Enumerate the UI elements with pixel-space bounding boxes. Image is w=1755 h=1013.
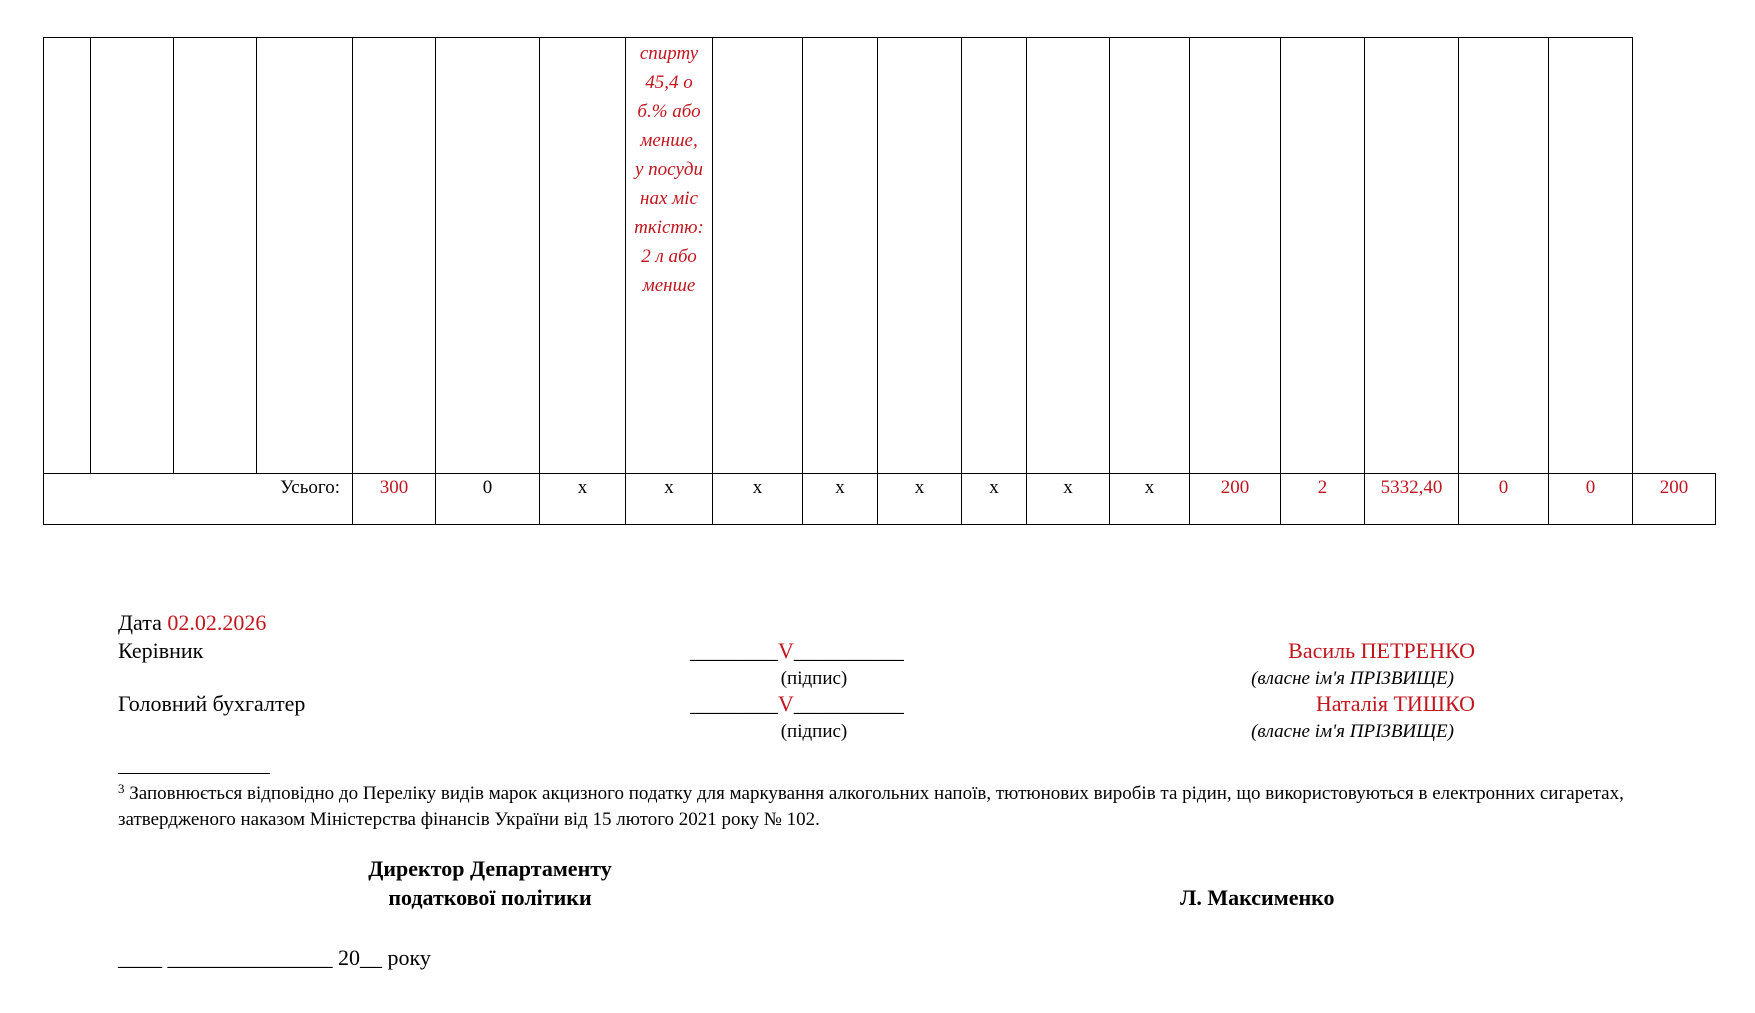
total-cell: х xyxy=(878,474,962,525)
table-cell xyxy=(1365,38,1459,474)
total-cell: 2 xyxy=(1281,474,1365,525)
total-cell: 0 xyxy=(436,474,540,525)
table-cell xyxy=(91,38,174,474)
total-cell: х xyxy=(803,474,878,525)
total-cell: 0 xyxy=(1459,474,1549,525)
table-cell xyxy=(1110,38,1190,474)
total-cell: 0 xyxy=(1549,474,1633,525)
table-cell xyxy=(1459,38,1549,474)
table-cell xyxy=(257,38,353,474)
accountant-signature-mark: V xyxy=(778,691,794,716)
table-cell xyxy=(1281,38,1365,474)
total-cell: 5332,40 xyxy=(1365,474,1459,525)
table-cell xyxy=(1027,38,1110,474)
excise-table xyxy=(43,37,1716,525)
footnote-separator xyxy=(118,773,270,774)
approval-date-line: ____ _______________ 20__ року xyxy=(118,945,431,970)
date-label: Дата xyxy=(118,610,162,635)
accountant-signature-line: ________V__________ xyxy=(690,691,904,716)
total-cell: х xyxy=(713,474,803,525)
accountant-signature-caption: (підпис) xyxy=(780,721,848,742)
totals-row xyxy=(44,474,1716,525)
head-label: Керівник xyxy=(118,638,204,663)
table-row xyxy=(44,38,1716,474)
total-cell: х xyxy=(540,474,626,525)
table-cell xyxy=(713,38,803,474)
date-value: 02.02.2026 xyxy=(167,610,267,635)
table-cell xyxy=(962,38,1027,474)
accountant-label: Головний бухгалтер xyxy=(118,691,306,716)
total-cell: 200 xyxy=(1190,474,1281,525)
head-signature-caption: (підпис) xyxy=(780,668,848,689)
table-cell xyxy=(540,38,626,474)
product-description-cell: спирту 45,4 об.% або менше, у посудинах місткістю: 2 л або менше xyxy=(626,38,713,474)
accountant-name: Наталія ТИШКО xyxy=(1315,691,1475,716)
total-cell: х xyxy=(1027,474,1110,525)
head-signature-line: ________V__________ xyxy=(690,638,904,663)
total-cell: 300 xyxy=(353,474,436,525)
total-cell: 200 xyxy=(1633,474,1716,525)
total-cell: х xyxy=(962,474,1027,525)
head-name-caption: (власне ім'я ПРІЗВИЩЕ) xyxy=(1251,668,1454,689)
head-signature-mark: V xyxy=(778,638,794,663)
table-cell xyxy=(436,38,540,474)
table-cell xyxy=(803,38,878,474)
table-cell xyxy=(878,38,962,474)
director-name: Л. Максименко xyxy=(1180,885,1335,910)
table-cell xyxy=(353,38,436,474)
table-cell xyxy=(44,38,91,474)
footnote-text: Заповнюється відповідно до Переліку видів марок акцизного податку для маркування алкогольних напоїв, тютюнових виробів та рідин, що використовуються в електронних сигаретах, затвердженого наказом Міністерства фінансів України від 15 лютого 2021 року № 102. xyxy=(118,783,1624,830)
table-cell xyxy=(174,38,257,474)
date-line xyxy=(118,610,266,636)
accountant-name-caption: (власне ім'я ПРІЗВИЩЕ) xyxy=(1251,721,1454,742)
total-cell: х xyxy=(1110,474,1190,525)
totals-label: Усього: xyxy=(44,474,353,525)
table-cell xyxy=(1549,38,1633,474)
footnote-number: 3 xyxy=(118,781,125,796)
table-cell xyxy=(1190,38,1281,474)
director-title-line1: Директор Департаменту xyxy=(368,856,612,881)
director-title-line2: податкової політики xyxy=(388,885,592,910)
head-name: Василь ПЕТРЕНКО xyxy=(1288,638,1475,663)
footnote xyxy=(118,776,1678,833)
total-cell: х xyxy=(626,474,713,525)
